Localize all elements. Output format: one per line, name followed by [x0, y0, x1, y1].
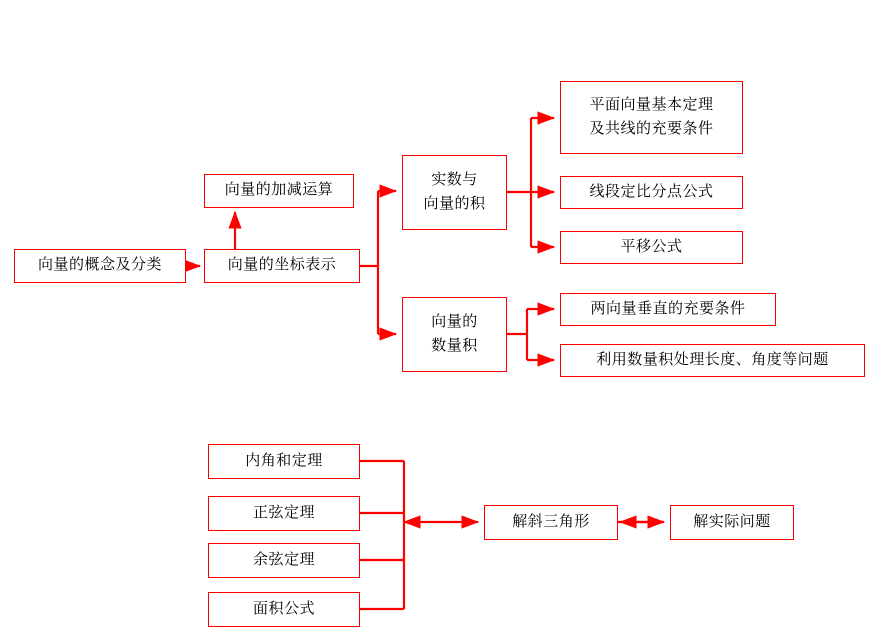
node-label-line2: 向量的积: [423, 195, 486, 212]
node-basic-theorem-collinear[interactable]: [560, 81, 743, 154]
node-label-line1: 平面向量基本定理: [589, 97, 714, 114]
node-label: 平移公式: [620, 238, 683, 255]
node-scalar-vector-product[interactable]: [402, 155, 507, 230]
node-label: 利用数量积处理长度、角度等问题: [596, 351, 829, 368]
node-label: 向量的概念及分类: [37, 257, 162, 274]
node-translation-formula[interactable]: [560, 231, 743, 264]
node-dot-product-applications[interactable]: [560, 344, 865, 377]
node-solve-oblique-triangle[interactable]: [484, 505, 618, 540]
node-label: 解斜三角形: [512, 513, 590, 530]
node-vector-addition-subtraction[interactable]: [204, 174, 354, 208]
node-label: 解实际问题: [693, 513, 771, 530]
node-dot-product[interactable]: [402, 297, 507, 372]
node-solve-practical-problems[interactable]: [670, 505, 794, 540]
node-law-of-cosines[interactable]: [208, 543, 360, 578]
node-angle-sum-theorem[interactable]: [208, 444, 360, 479]
node-label-line2: 及共线的充要条件: [589, 120, 714, 137]
node-label: 内角和定理: [245, 452, 323, 469]
node-area-formula[interactable]: [208, 592, 360, 627]
node-label: 正弦定理: [252, 504, 315, 521]
node-label-line1: 实数与: [431, 172, 478, 189]
node-label: 向量的加减运算: [224, 182, 334, 199]
node-vector-coordinates[interactable]: [204, 249, 360, 283]
node-law-of-sines[interactable]: [208, 496, 360, 531]
node-segment-ratio-formula[interactable]: [560, 176, 743, 209]
node-label: 线段定比分点公式: [589, 183, 714, 200]
node-label-line2: 数量积: [431, 337, 478, 354]
node-label: 向量的坐标表示: [227, 257, 337, 274]
node-label: 余弦定理: [252, 551, 315, 568]
node-perpendicular-condition[interactable]: [560, 293, 776, 326]
node-label: 面积公式: [252, 600, 315, 617]
node-vector-concept[interactable]: [14, 249, 186, 283]
node-label: 两向量垂直的充要条件: [590, 300, 746, 317]
node-label-line1: 向量的: [431, 314, 478, 331]
